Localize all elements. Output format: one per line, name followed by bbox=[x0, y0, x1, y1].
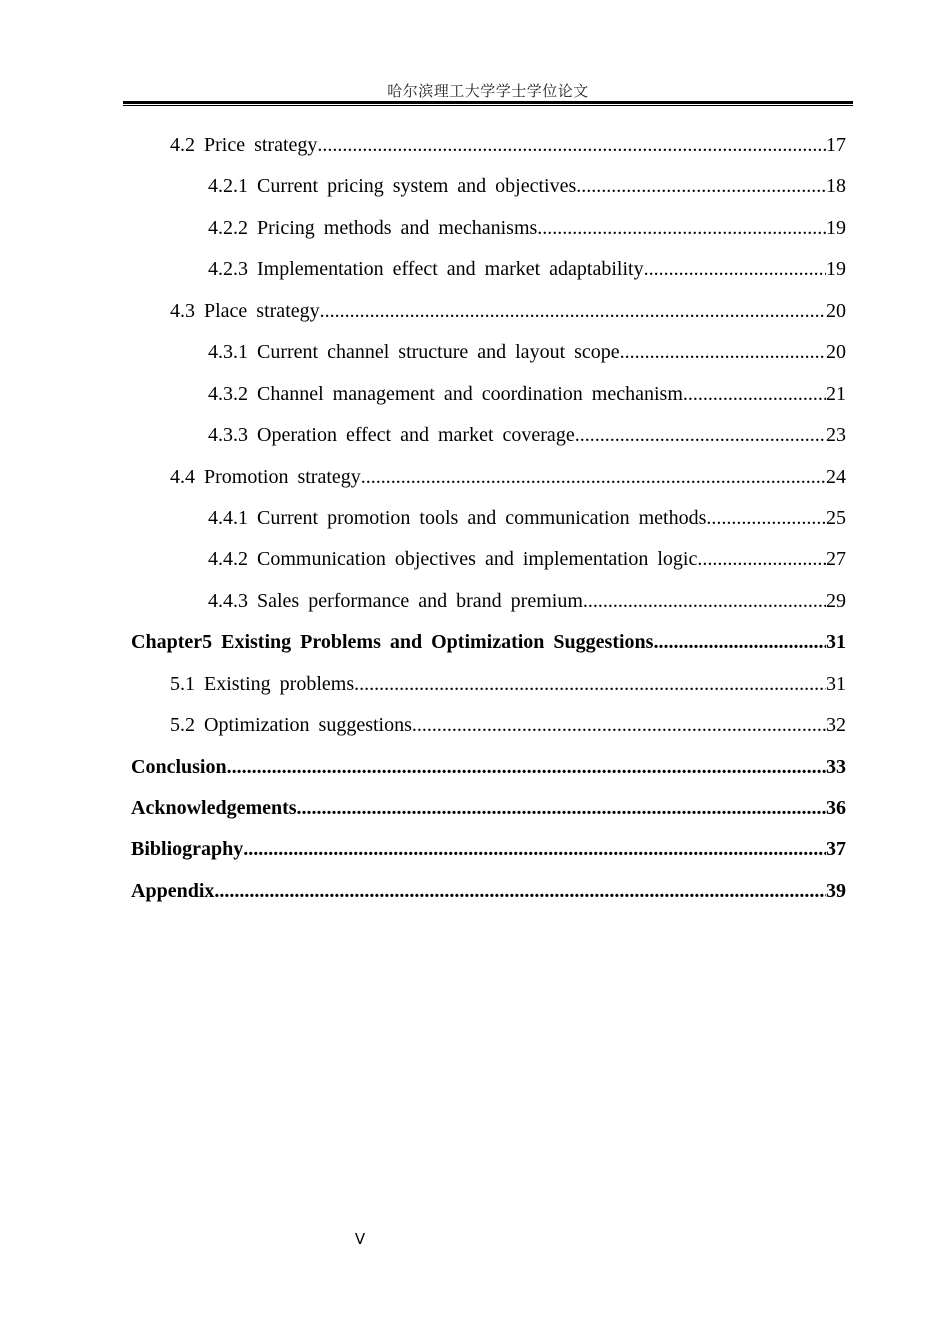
toc-entry-label: 4.3.3 Operation effect and market coverage bbox=[208, 424, 575, 447]
toc-entry-page: 36 bbox=[826, 797, 846, 819]
toc-entry-label: 4.4.3 Sales performance and brand premium bbox=[208, 589, 583, 612]
toc-entry-page: 25 bbox=[826, 506, 846, 529]
toc-entry-page: 32 bbox=[826, 714, 846, 737]
toc-entry[interactable] bbox=[131, 125, 846, 166]
toc-dot-leader bbox=[317, 125, 826, 166]
toc-entry-page: 19 bbox=[826, 258, 846, 281]
header-rule-thick bbox=[123, 101, 853, 104]
toc-entry[interactable] bbox=[131, 166, 846, 207]
toc-dot-leader bbox=[583, 581, 826, 622]
toc-entry-page: 39 bbox=[826, 879, 846, 902]
toc-dot-leader bbox=[697, 539, 826, 580]
toc-entry-label: Acknowledgements bbox=[131, 797, 297, 819]
toc-entry-page: 23 bbox=[826, 424, 846, 447]
toc-entry-label: 4.4.1 Current promotion tools and communication methods bbox=[208, 506, 707, 529]
toc-entry[interactable] bbox=[131, 457, 846, 498]
table-of-contents bbox=[131, 125, 846, 912]
toc-entry-page: 31 bbox=[826, 631, 846, 654]
toc-entry-label: 5.1 Existing problems bbox=[170, 672, 355, 695]
toc-entry-page: 33 bbox=[826, 755, 846, 778]
toc-dot-leader bbox=[320, 291, 826, 332]
toc-entry-label: 4.2.2 Pricing methods and mechanisms bbox=[208, 216, 538, 239]
toc-entry-page: 27 bbox=[826, 548, 846, 571]
toc-dot-leader bbox=[706, 498, 826, 539]
toc-dot-leader bbox=[537, 208, 826, 249]
toc-entry-label: 4.3 Place strategy bbox=[170, 299, 320, 322]
toc-entry-page: 20 bbox=[826, 299, 846, 322]
toc-entry[interactable] bbox=[131, 539, 846, 580]
toc-entry-label: Conclusion bbox=[131, 755, 227, 778]
toc-entry[interactable] bbox=[131, 871, 846, 912]
toc-entry-page: 19 bbox=[826, 216, 846, 239]
toc-entry-label: 4.4.2 Communication objectives and implementation logic bbox=[208, 548, 698, 571]
toc-dot-leader bbox=[214, 871, 826, 912]
toc-entry-label: 4.2.3 Implementation effect and market adaptability bbox=[208, 258, 644, 281]
toc-entry-label: 4.3.2 Channel management and coordination mechanism bbox=[208, 382, 683, 405]
toc-entry[interactable] bbox=[131, 747, 846, 788]
toc-entry[interactable] bbox=[131, 581, 846, 622]
toc-entry-label: 5.2 Optimization suggestions bbox=[170, 714, 412, 737]
toc-entry[interactable] bbox=[131, 705, 846, 746]
toc-entry-page: 20 bbox=[826, 341, 846, 364]
toc-entry-page: 21 bbox=[826, 382, 846, 405]
toc-entry-page: 31 bbox=[826, 672, 846, 695]
header-title: 哈尔滨理工大学学士学位论文 bbox=[387, 82, 589, 100]
toc-dot-leader bbox=[683, 374, 826, 415]
toc-entry-page: 37 bbox=[826, 838, 846, 861]
toc-dot-leader bbox=[653, 622, 826, 663]
toc-entry-label: Bibliography bbox=[131, 838, 244, 861]
toc-entry-page: 17 bbox=[826, 134, 846, 156]
toc-entry-page: 18 bbox=[826, 175, 846, 198]
toc-entry-label: 4.2.1 Current pricing system and objectives bbox=[208, 175, 577, 198]
toc-entry-label: Chapter5 Existing Problems and Optimization Suggestions bbox=[131, 631, 654, 654]
toc-entry[interactable] bbox=[131, 415, 846, 456]
toc-dot-leader bbox=[243, 829, 826, 870]
toc-entry[interactable] bbox=[131, 664, 846, 705]
toc-dot-leader bbox=[354, 664, 826, 705]
toc-dot-leader bbox=[412, 705, 826, 746]
toc-dot-leader bbox=[297, 788, 826, 829]
toc-entry[interactable] bbox=[131, 829, 846, 870]
toc-entry[interactable] bbox=[131, 622, 846, 663]
toc-entry-label: Appendix bbox=[131, 879, 215, 902]
toc-entry-page: 24 bbox=[826, 465, 846, 488]
toc-dot-leader bbox=[644, 249, 826, 290]
toc-dot-leader bbox=[361, 457, 826, 498]
toc-entry[interactable] bbox=[131, 249, 846, 290]
toc-dot-leader bbox=[576, 166, 826, 207]
toc-entry[interactable] bbox=[131, 498, 846, 539]
header-rule-thin bbox=[123, 105, 853, 106]
toc-entry[interactable] bbox=[131, 332, 846, 373]
toc-entry[interactable] bbox=[131, 291, 846, 332]
toc-dot-leader bbox=[227, 747, 826, 788]
toc-entry-page: 29 bbox=[826, 589, 846, 612]
toc-entry-label: 4.3.1 Current channel structure and layout scope bbox=[208, 341, 620, 364]
toc-entry[interactable] bbox=[131, 788, 846, 829]
page-number: V bbox=[354, 1230, 366, 1248]
toc-entry[interactable] bbox=[131, 374, 846, 415]
toc-entry[interactable] bbox=[131, 208, 846, 249]
toc-dot-leader bbox=[575, 415, 826, 456]
toc-dot-leader bbox=[620, 332, 826, 373]
toc-entry-label: 4.2 Price strategy bbox=[170, 134, 318, 156]
toc-entry-label: 4.4 Promotion strategy bbox=[170, 465, 361, 488]
